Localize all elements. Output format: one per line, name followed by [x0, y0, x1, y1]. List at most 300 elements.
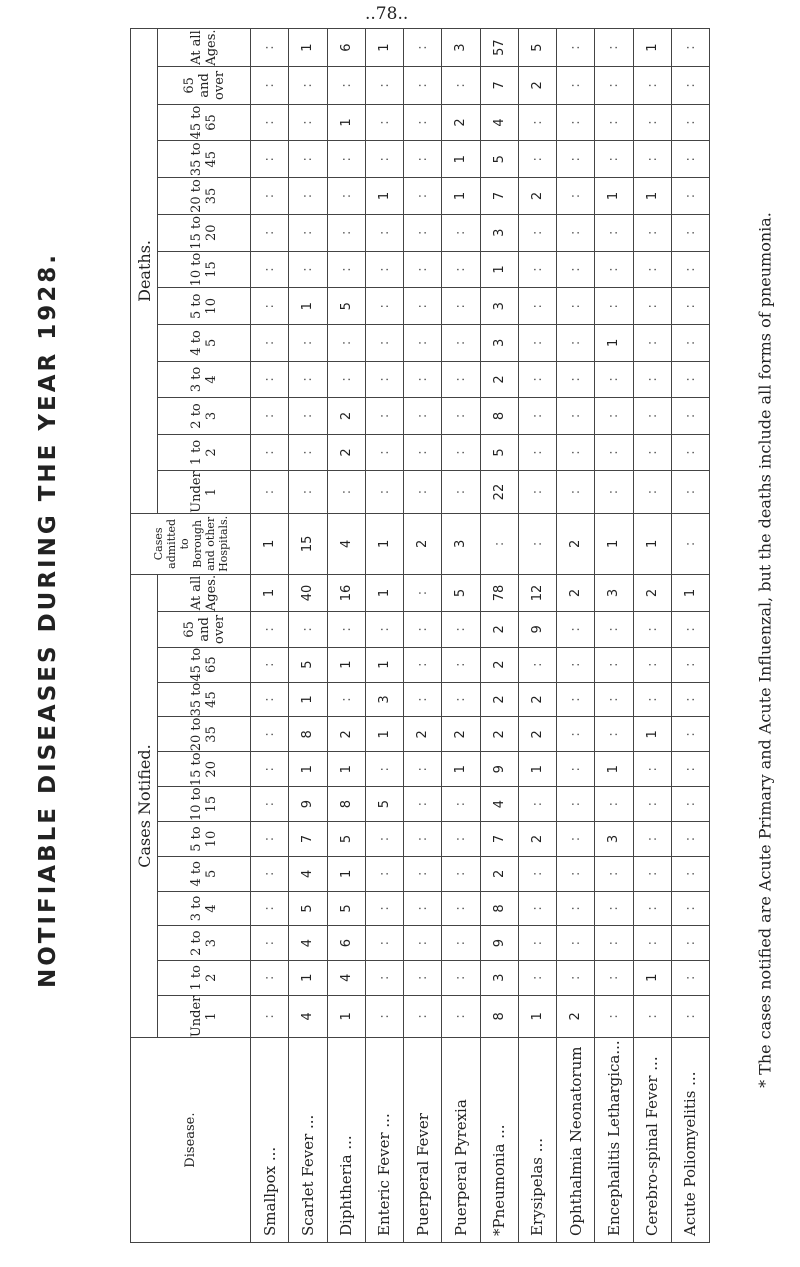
- cases-cell: 2: [518, 717, 556, 752]
- deaths-cell: :: [671, 325, 709, 362]
- cases-cell: 1: [518, 752, 556, 787]
- deaths-cell: :: [595, 398, 633, 435]
- cases-cell: :: [365, 960, 403, 995]
- cases-age-header: At all Ages.: [158, 574, 251, 611]
- deaths-cell: :: [633, 325, 671, 362]
- cases-cell: :: [251, 787, 289, 822]
- cases-cell: :: [557, 647, 595, 682]
- deaths-cell: :: [671, 434, 709, 471]
- cases-cell: :: [251, 647, 289, 682]
- cases-age-header: 20 to 35: [158, 717, 251, 752]
- deaths-age-header: 2 to 3: [158, 398, 251, 435]
- deaths-age-header: 10 to 15: [158, 251, 251, 288]
- cases-cell: 1: [327, 856, 365, 891]
- deaths-cell: 5: [518, 29, 556, 67]
- deaths-cell: :: [327, 214, 365, 251]
- deaths-cell: :: [442, 471, 480, 514]
- cases-cell: :: [365, 822, 403, 857]
- deaths-cell: :: [633, 434, 671, 471]
- cases-cell: :: [633, 856, 671, 891]
- deaths-cell: :: [557, 178, 595, 215]
- cases-cell: :: [595, 856, 633, 891]
- cases-cell: 12: [518, 574, 556, 611]
- deaths-cell: :: [251, 104, 289, 141]
- deaths-cell: 22: [480, 471, 518, 514]
- cases-cell: 1: [518, 995, 556, 1038]
- table-row: [518, 29, 556, 1243]
- cases-age-header: 4 to 5: [158, 856, 251, 891]
- cases-cell: :: [671, 822, 709, 857]
- deaths-cell: :: [595, 214, 633, 251]
- cases-cell: :: [595, 891, 633, 926]
- deaths-cell: :: [251, 214, 289, 251]
- admitted-cell: :: [518, 513, 556, 574]
- deaths-cell: :: [595, 361, 633, 398]
- disease-name: Puerperal Pyrexia: [442, 1038, 480, 1243]
- cases-cell: 2: [557, 574, 595, 611]
- cases-cell: 4: [289, 926, 327, 961]
- deaths-cell: 2: [518, 67, 556, 105]
- cases-age-header: 5 to 10: [158, 822, 251, 857]
- cases-age-header: 10 to 15: [158, 787, 251, 822]
- table-row: [442, 29, 480, 1243]
- cases-cell: 78: [480, 574, 518, 611]
- deaths-cell: :: [404, 141, 442, 178]
- cases-cell: :: [671, 752, 709, 787]
- page-title-vertical: [18, 60, 78, 1180]
- cases-age-header: 65 and over: [158, 612, 251, 648]
- deaths-cell: :: [365, 471, 403, 514]
- cases-cell: 5: [289, 647, 327, 682]
- cases-age-header: 35 to 45: [158, 682, 251, 717]
- cases-cell: :: [442, 891, 480, 926]
- cases-cell: :: [518, 891, 556, 926]
- cases-cell: 2: [404, 717, 442, 752]
- deaths-cell: :: [557, 398, 595, 435]
- deaths-cell: 5: [480, 434, 518, 471]
- table-row: [327, 29, 365, 1243]
- cases-cell: :: [327, 612, 365, 648]
- admitted-cell: 3: [442, 513, 480, 574]
- disease-name: Erysipelas ...: [518, 1038, 556, 1243]
- deaths-cell: 7: [480, 178, 518, 215]
- cases-cell: :: [251, 891, 289, 926]
- deaths-cell: :: [251, 251, 289, 288]
- cases-cell: :: [633, 647, 671, 682]
- deaths-cell: :: [442, 67, 480, 105]
- deaths-cell: :: [251, 434, 289, 471]
- table-wrapper: [130, 28, 710, 1243]
- deaths-cell: :: [557, 288, 595, 325]
- cases-cell: 4: [289, 856, 327, 891]
- cases-cell: 5: [442, 574, 480, 611]
- cases-age-header: 3 to 4: [158, 891, 251, 926]
- deaths-cell: :: [518, 104, 556, 141]
- cases-cell: 1: [633, 717, 671, 752]
- deaths-cell: :: [442, 288, 480, 325]
- cases-cell: :: [595, 995, 633, 1038]
- deaths-cell: :: [251, 361, 289, 398]
- deaths-age-header: At all Ages.: [158, 29, 251, 67]
- cases-cell: :: [251, 717, 289, 752]
- deaths-cell: :: [557, 325, 595, 362]
- deaths-cell: :: [595, 288, 633, 325]
- cases-cell: 8: [289, 717, 327, 752]
- cases-cell: 2: [633, 574, 671, 611]
- cases-age-header: 2 to 3: [158, 926, 251, 961]
- deaths-cell: :: [671, 104, 709, 141]
- deaths-cell: 1: [365, 29, 403, 67]
- table-row: [671, 29, 709, 1243]
- deaths-cell: :: [251, 178, 289, 215]
- deaths-cell: :: [289, 214, 327, 251]
- disease-name: Cerebro-spinal Fever ...: [633, 1038, 671, 1243]
- deaths-cell: :: [595, 434, 633, 471]
- cases-cell: :: [518, 960, 556, 995]
- cases-cell: :: [365, 752, 403, 787]
- deaths-age-header: 3 to 4: [158, 361, 251, 398]
- deaths-cell: :: [404, 288, 442, 325]
- deaths-cell: :: [518, 288, 556, 325]
- admitted-cell: 2: [404, 513, 442, 574]
- deaths-cell: :: [289, 178, 327, 215]
- deaths-cell: :: [595, 104, 633, 141]
- deaths-cell: :: [595, 67, 633, 105]
- admitted-cell: :: [671, 513, 709, 574]
- cases-cell: :: [518, 647, 556, 682]
- table-row: [289, 29, 327, 1243]
- cases-cell: 5: [289, 891, 327, 926]
- deaths-cell: :: [557, 29, 595, 67]
- disease-name: Diphtheria ...: [327, 1038, 365, 1243]
- cases-cell: 9: [480, 752, 518, 787]
- deaths-cell: :: [518, 434, 556, 471]
- cases-cell: 4: [289, 995, 327, 1038]
- table-row: [633, 29, 671, 1243]
- cases-cell: :: [404, 787, 442, 822]
- cases-cell: :: [442, 822, 480, 857]
- disease-name: Enteric Fever ...: [365, 1038, 403, 1243]
- deaths-cell: :: [327, 67, 365, 105]
- page-number: ..78..: [365, 4, 409, 24]
- deaths-cell: :: [404, 214, 442, 251]
- deaths-cell: 3: [480, 325, 518, 362]
- cases-cell: 8: [480, 891, 518, 926]
- deaths-cell: :: [251, 67, 289, 105]
- deaths-cell: :: [289, 471, 327, 514]
- deaths-cell: :: [404, 434, 442, 471]
- deaths-cell: :: [365, 214, 403, 251]
- cases-cell: 2: [480, 612, 518, 648]
- deaths-cell: :: [557, 361, 595, 398]
- deaths-cell: 2: [518, 178, 556, 215]
- deaths-cell: :: [365, 361, 403, 398]
- admitted-header: Cases admitted to Borough and other Hospitals.: [131, 513, 251, 574]
- cases-cell: :: [251, 822, 289, 857]
- cases-cell: :: [404, 612, 442, 648]
- deaths-cell: :: [365, 288, 403, 325]
- deaths-cell: :: [365, 141, 403, 178]
- deaths-cell: :: [671, 67, 709, 105]
- deaths-cell: 1: [289, 29, 327, 67]
- deaths-cell: :: [671, 361, 709, 398]
- cases-cell: :: [442, 856, 480, 891]
- cases-cell: :: [251, 856, 289, 891]
- cases-cell: :: [404, 752, 442, 787]
- cases-cell: 2: [480, 647, 518, 682]
- deaths-cell: :: [327, 178, 365, 215]
- disease-name: Scarlet Fever ...: [289, 1038, 327, 1243]
- deaths-cell: :: [365, 67, 403, 105]
- cases-cell: :: [557, 856, 595, 891]
- deaths-cell: :: [251, 325, 289, 362]
- cases-cell: 1: [365, 717, 403, 752]
- cases-cell: :: [442, 647, 480, 682]
- deaths-cell: 1: [633, 29, 671, 67]
- deaths-cell: 1: [327, 104, 365, 141]
- cases-cell: 1: [327, 995, 365, 1038]
- deaths-cell: :: [442, 214, 480, 251]
- deaths-age-header: 65 and over: [158, 67, 251, 105]
- table-row: [480, 29, 518, 1243]
- cases-cell: :: [404, 891, 442, 926]
- cases-cell: 8: [480, 995, 518, 1038]
- deaths-header: Deaths.: [131, 29, 158, 514]
- notifiable-diseases-table: [130, 28, 710, 1243]
- deaths-cell: :: [327, 251, 365, 288]
- deaths-cell: :: [289, 67, 327, 105]
- deaths-cell: :: [365, 104, 403, 141]
- cases-cell: :: [404, 960, 442, 995]
- cases-cell: 16: [327, 574, 365, 611]
- deaths-cell: :: [404, 398, 442, 435]
- cases-cell: 2: [442, 717, 480, 752]
- deaths-cell: 4: [480, 104, 518, 141]
- cases-cell: :: [633, 995, 671, 1038]
- cases-age-header: Under 1: [158, 995, 251, 1038]
- cases-cell: :: [289, 612, 327, 648]
- deaths-cell: 1: [480, 251, 518, 288]
- deaths-cell: :: [633, 67, 671, 105]
- cases-cell: 7: [480, 822, 518, 857]
- deaths-cell: 5: [327, 288, 365, 325]
- cases-cell: 2: [480, 682, 518, 717]
- deaths-age-header: 35 to 45: [158, 141, 251, 178]
- cases-cell: 1: [595, 752, 633, 787]
- deaths-cell: 2: [442, 104, 480, 141]
- deaths-cell: :: [404, 251, 442, 288]
- cases-cell: :: [671, 647, 709, 682]
- cases-cell: :: [633, 752, 671, 787]
- table-row: [251, 29, 289, 1243]
- cases-cell: 1: [289, 682, 327, 717]
- cases-age-header: 15 to 20: [158, 752, 251, 787]
- cases-cell: :: [595, 926, 633, 961]
- disease-name: Ophthalmia Neonatorum: [557, 1038, 595, 1243]
- deaths-cell: :: [251, 141, 289, 178]
- deaths-cell: :: [671, 214, 709, 251]
- cases-cell: :: [557, 926, 595, 961]
- disease-header: Disease.: [131, 1038, 251, 1243]
- footnote-text: * The cases notified are Acute Primary and Acute Influenzal, but the deaths include all forms of pneumonia.: [755, 212, 775, 1088]
- deaths-cell: :: [442, 251, 480, 288]
- cases-age-header: 45 to 65: [158, 647, 251, 682]
- deaths-cell: :: [289, 398, 327, 435]
- cases-cell: :: [404, 822, 442, 857]
- deaths-cell: :: [595, 471, 633, 514]
- cases-cell: :: [595, 612, 633, 648]
- cases-cell: :: [365, 612, 403, 648]
- cases-age-header: 1 to 2: [158, 960, 251, 995]
- cases-cell: 9: [289, 787, 327, 822]
- deaths-cell: :: [633, 361, 671, 398]
- deaths-cell: 1: [442, 178, 480, 215]
- deaths-cell: :: [671, 398, 709, 435]
- cases-cell: :: [518, 787, 556, 822]
- cases-cell: :: [251, 960, 289, 995]
- admitted-cell: :: [480, 513, 518, 574]
- deaths-cell: 3: [480, 214, 518, 251]
- deaths-cell: :: [671, 251, 709, 288]
- table-row: [404, 29, 442, 1243]
- cases-cell: :: [633, 822, 671, 857]
- cases-cell: :: [595, 787, 633, 822]
- cases-cell: 2: [518, 822, 556, 857]
- deaths-cell: :: [518, 214, 556, 251]
- cases-cell: :: [633, 891, 671, 926]
- cases-cell: 5: [365, 787, 403, 822]
- deaths-cell: :: [557, 141, 595, 178]
- deaths-cell: 5: [480, 141, 518, 178]
- cases-cell: :: [404, 926, 442, 961]
- admitted-cell: 4: [327, 513, 365, 574]
- cases-cell: :: [557, 960, 595, 995]
- cases-cell: :: [671, 891, 709, 926]
- deaths-cell: :: [327, 325, 365, 362]
- deaths-age-header: 20 to 35: [158, 178, 251, 215]
- cases-cell: :: [404, 647, 442, 682]
- cases-cell: :: [557, 787, 595, 822]
- cases-cell: :: [404, 682, 442, 717]
- deaths-cell: :: [327, 141, 365, 178]
- deaths-cell: :: [289, 325, 327, 362]
- deaths-cell: :: [633, 141, 671, 178]
- cases-cell: :: [251, 752, 289, 787]
- deaths-cell: :: [365, 398, 403, 435]
- cases-cell: 3: [365, 682, 403, 717]
- deaths-cell: 6: [327, 29, 365, 67]
- cases-cell: :: [251, 682, 289, 717]
- cases-cell: 1: [327, 752, 365, 787]
- cases-cell: 7: [289, 822, 327, 857]
- cases-cell: :: [671, 856, 709, 891]
- deaths-age-header: 15 to 20: [158, 214, 251, 251]
- cases-cell: :: [595, 682, 633, 717]
- cases-cell: 2: [480, 717, 518, 752]
- cases-cell: 1: [365, 647, 403, 682]
- deaths-age-header: 1 to 2: [158, 434, 251, 471]
- deaths-cell: :: [671, 288, 709, 325]
- cases-cell: :: [442, 926, 480, 961]
- cases-cell: :: [251, 612, 289, 648]
- deaths-cell: :: [518, 325, 556, 362]
- deaths-cell: 1: [442, 141, 480, 178]
- cases-cell: :: [557, 717, 595, 752]
- deaths-cell: 1: [365, 178, 403, 215]
- cases-cell: 2: [518, 682, 556, 717]
- cases-cell: 6: [327, 926, 365, 961]
- cases-cell: :: [404, 995, 442, 1038]
- deaths-cell: 3: [442, 29, 480, 67]
- admitted-cell: 1: [365, 513, 403, 574]
- deaths-cell: :: [251, 471, 289, 514]
- deaths-cell: :: [518, 251, 556, 288]
- deaths-cell: 1: [595, 178, 633, 215]
- deaths-cell: :: [557, 434, 595, 471]
- cases-cell: :: [671, 926, 709, 961]
- deaths-cell: :: [404, 471, 442, 514]
- cases-cell: :: [442, 612, 480, 648]
- table-body: [251, 29, 710, 1243]
- cases-cell: :: [518, 926, 556, 961]
- deaths-cell: :: [251, 398, 289, 435]
- cases-cell: :: [365, 995, 403, 1038]
- cases-cell: 3: [595, 822, 633, 857]
- deaths-cell: :: [595, 251, 633, 288]
- deaths-cell: 7: [480, 67, 518, 105]
- deaths-cell: :: [289, 104, 327, 141]
- deaths-cell: :: [404, 325, 442, 362]
- cases-cell: 5: [327, 822, 365, 857]
- deaths-cell: :: [442, 361, 480, 398]
- admitted-cell: 1: [251, 513, 289, 574]
- deaths-cell: 57: [480, 29, 518, 67]
- deaths-cell: :: [671, 29, 709, 67]
- cases-cell: 8: [327, 787, 365, 822]
- deaths-cell: :: [671, 471, 709, 514]
- deaths-age-header: 4 to 5: [158, 325, 251, 362]
- cases-cell: :: [251, 995, 289, 1038]
- cases-cell: 1: [365, 574, 403, 611]
- deaths-cell: :: [365, 251, 403, 288]
- cases-cell: :: [633, 682, 671, 717]
- cases-cell: :: [404, 574, 442, 611]
- deaths-cell: :: [251, 29, 289, 67]
- deaths-cell: :: [404, 361, 442, 398]
- cases-cell: :: [671, 682, 709, 717]
- deaths-cell: :: [518, 398, 556, 435]
- deaths-cell: :: [595, 141, 633, 178]
- deaths-cell: 2: [480, 361, 518, 398]
- cases-cell: 2: [480, 856, 518, 891]
- cases-cell: 4: [480, 787, 518, 822]
- cases-cell: :: [365, 926, 403, 961]
- admitted-cell: 1: [595, 513, 633, 574]
- cases-cell: :: [671, 995, 709, 1038]
- cases-cell: :: [595, 960, 633, 995]
- cases-cell: 4: [327, 960, 365, 995]
- cases-cell: 2: [327, 717, 365, 752]
- deaths-age-header: Under 1: [158, 471, 251, 514]
- deaths-cell: :: [557, 251, 595, 288]
- page-title: NOTIFIABLE DISEASES DURING THE YEAR 1928.: [35, 251, 61, 989]
- deaths-cell: :: [557, 104, 595, 141]
- cases-cell: :: [327, 682, 365, 717]
- admitted-cell: 2: [557, 513, 595, 574]
- table-row: [595, 29, 633, 1243]
- deaths-cell: 3: [480, 288, 518, 325]
- deaths-cell: :: [518, 361, 556, 398]
